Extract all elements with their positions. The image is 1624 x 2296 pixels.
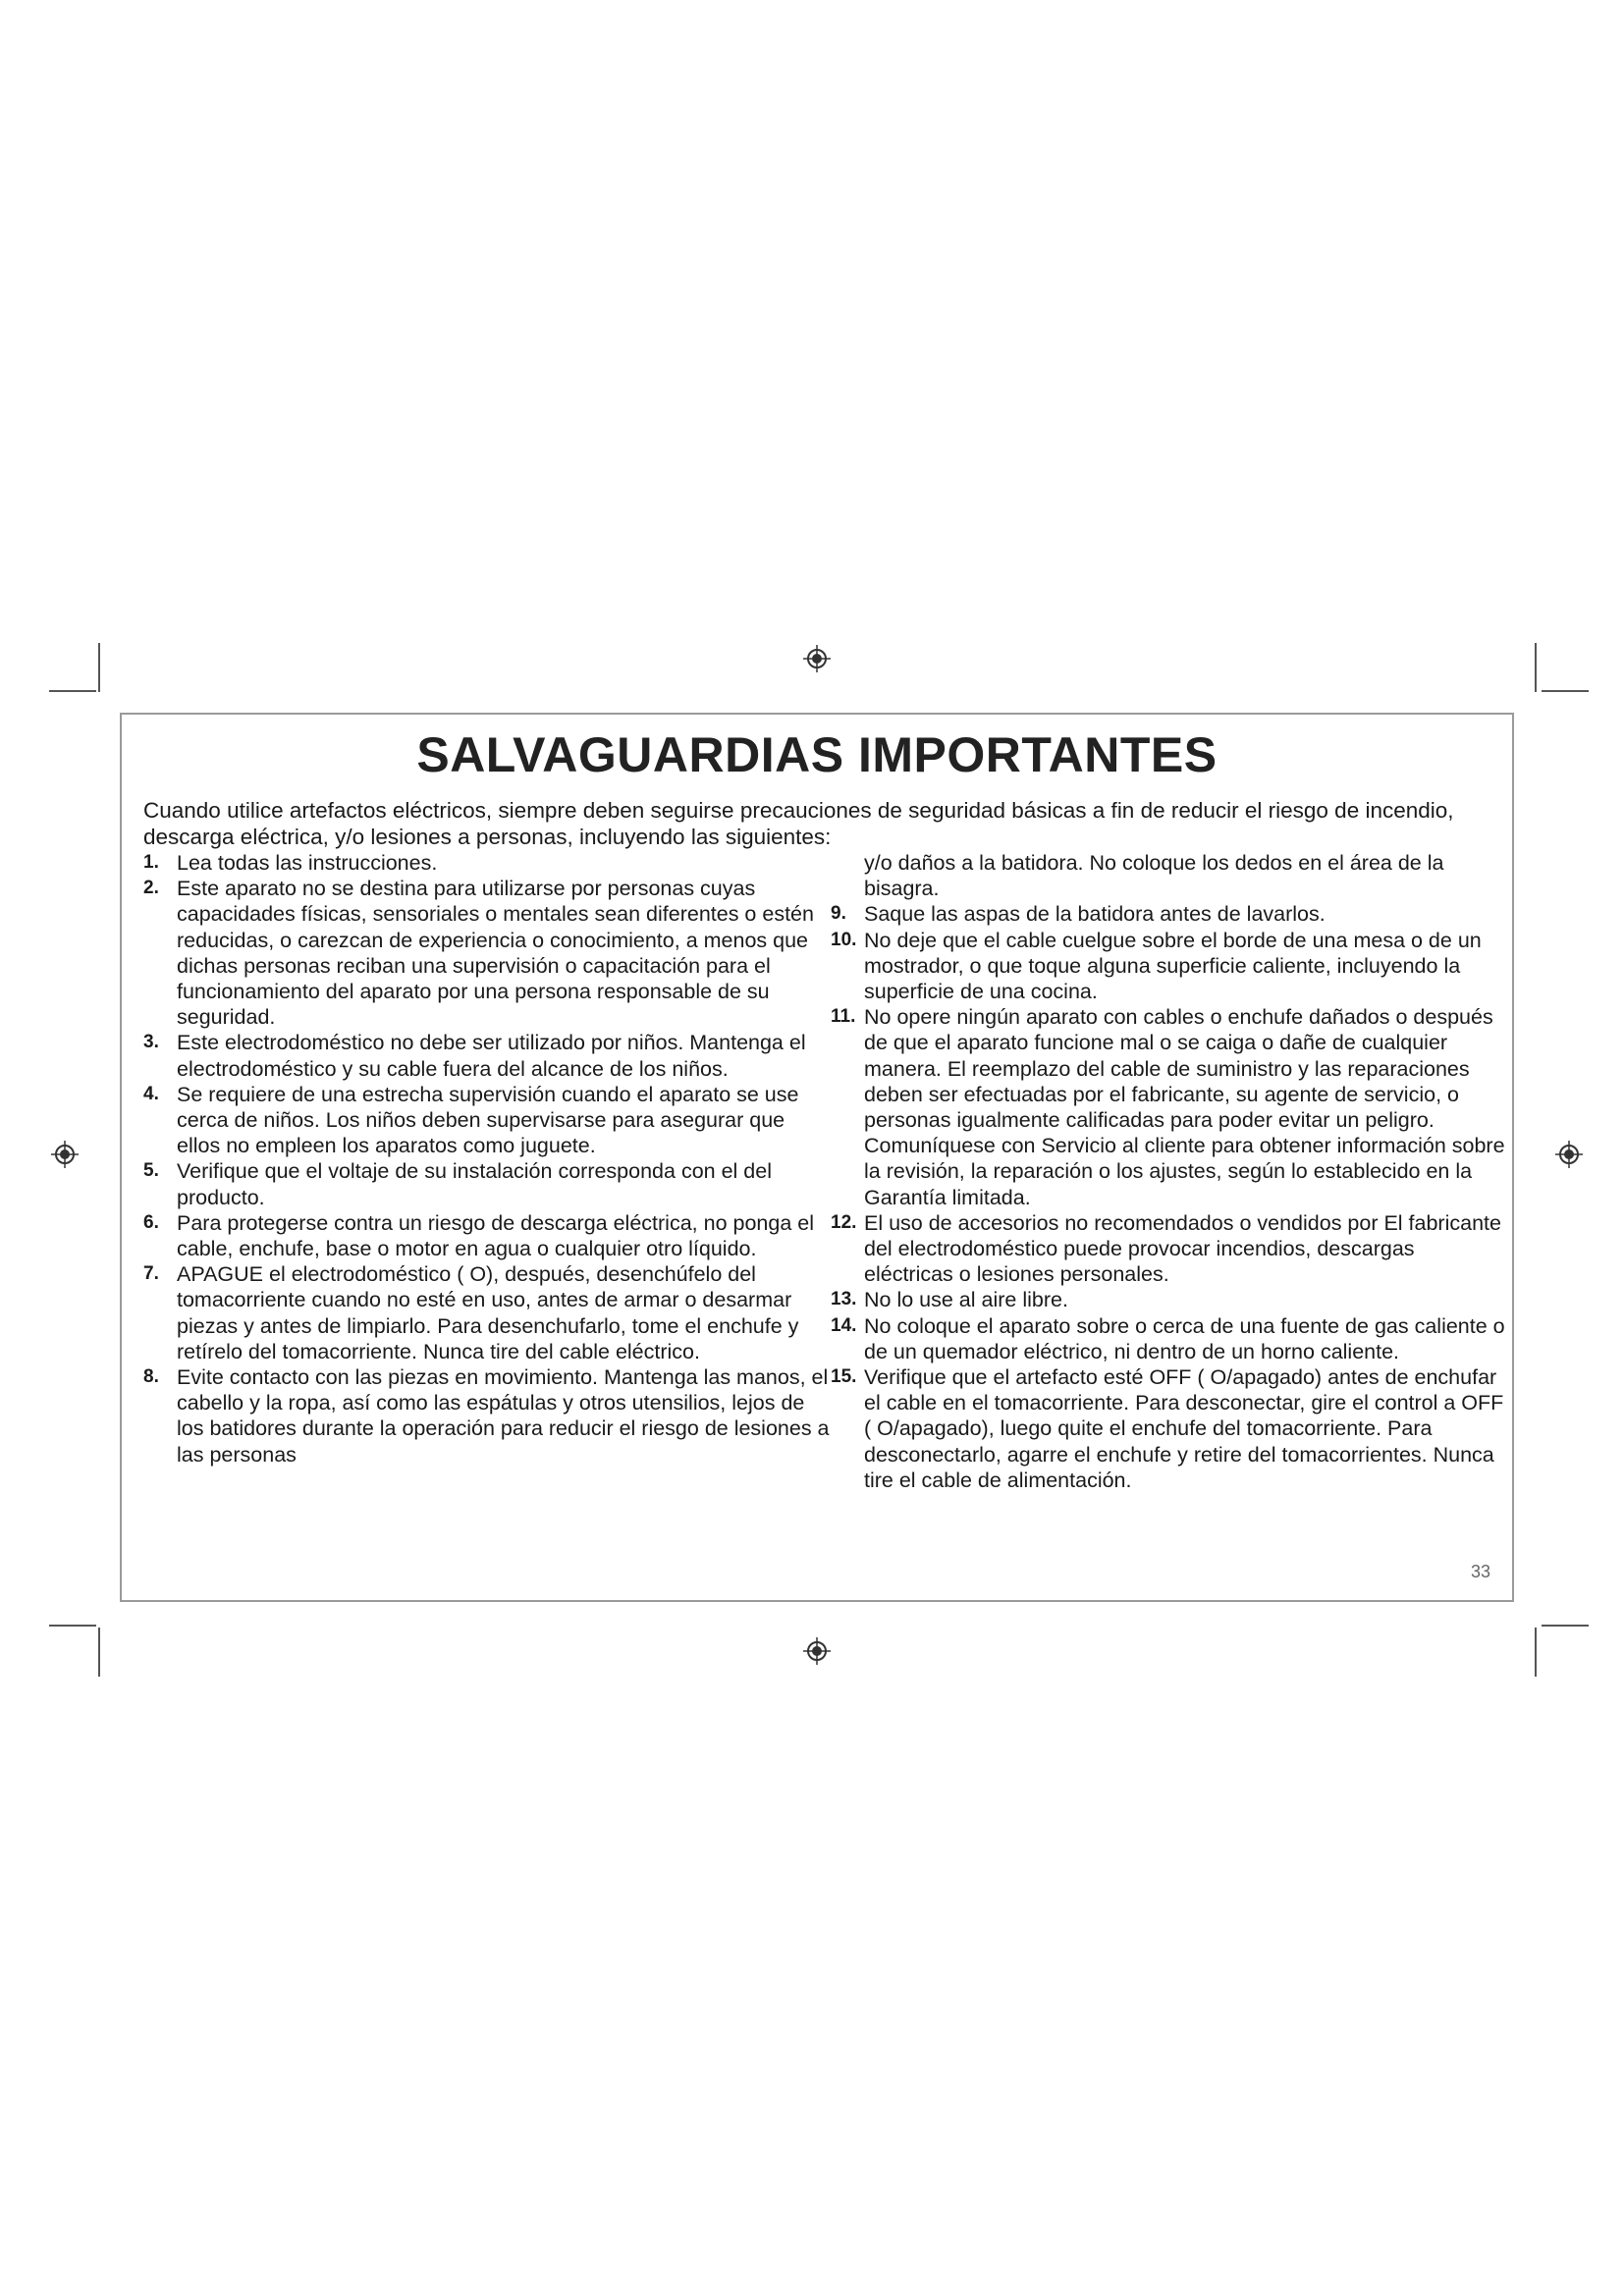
item-number: 5. xyxy=(143,1160,159,1182)
item-text: No lo use al aire libre. xyxy=(864,1288,1068,1312)
item-text: APAGUE el electrodoméstico ( O), después, desenchúfelo del tomacorriente cuando no esté en uso, antes de armar o desarmar piezas y antes de limpiarlo. Para desenchufarlo, tome el enchufe y retírelo del tomacorriente. Nunca tire del cable eléctrico. xyxy=(177,1262,799,1363)
page-title: SALVAGUARDIAS IMPORTANTES xyxy=(416,727,1218,782)
list-item xyxy=(831,1210,1508,1288)
item-text: El uso de accesorios no recomendados o vendidos por El fabricante del electrodoméstico puede provocar incendios, descargas eléctricas o lesiones personales. xyxy=(864,1210,1501,1287)
item-text: Lea todas las instrucciones. xyxy=(177,851,438,875)
item-text: Este aparato no se destina para utilizarse por personas cuyas capacidades físicas, sensoriales o mentales sean diferentes o estén reducidas, o carezcan de experiencia o conocimiento, a menos que dichas personas reciban una supervisión o capacitación para el funcionamiento del aparato por una persona responsable de su seguridad. xyxy=(177,877,814,1030)
item-text: No deje que el cable cuelgue sobre el borde de una mesa o de un mostrador, o que toque alguna superficie caliente, incluyendo la superficie de una cocina. xyxy=(864,928,1482,1004)
list-item xyxy=(143,1261,831,1364)
item-text: y/o daños a la batidora. No coloque los dedos en el área de la bisagra. xyxy=(864,851,1444,901)
item-text: Este electrodoméstico no debe ser utilizado por niños. Mantenga el electrodoméstico y su cable fuera del alcance de los niños. xyxy=(177,1031,806,1081)
registration-mark-icon xyxy=(803,1637,831,1665)
item-text: Evite contacto con las piezas en movimiento. Mantenga las manos, el cabello y la ropa, así como las espátulas y otros utensilios, lejos de los batidores durante la operación para reducir el riesgo de lesiones a las personas xyxy=(177,1365,830,1467)
item-text: Verifique que el artefacto esté OFF ( O/apagado) antes de enchufar el cable en el tomacorriente. Para desconectar, gire el control a OFF ( O/apagado), luego quite el enchufe del tomacorriente. Para desconectarlo, agarre el enchufe y retire del tomacorrientes. Nunca tire el cable de alimentación. xyxy=(864,1365,1504,1492)
list-item xyxy=(143,850,831,876)
registration-mark-icon xyxy=(1555,1141,1583,1168)
item-number: 7. xyxy=(143,1263,159,1285)
item-text: Saque las aspas de la batidora antes de lavarlos. xyxy=(864,902,1326,927)
item-number: 9. xyxy=(831,903,846,925)
safeguards-panel xyxy=(120,713,1514,1602)
item-number: 4. xyxy=(143,1083,159,1104)
intro-paragraph: Cuando utilice artefactos eléctricos, siempre deben seguirse precauciones de seguridad básicas a fin de reducir el riesgo de incendio, descarga eléctrica, y/o lesiones a personas, incluyendo las siguientes: xyxy=(143,798,1454,849)
item-number: 6. xyxy=(143,1211,159,1233)
item-number: 12. xyxy=(831,1211,857,1233)
item-text: No opere ningún aparato con cables o enchufe dañados o después de que el aparato funcione mal o se caiga o dañe de cualquier manera. El reemplazo del cable de suministro y las reparaciones deben ser efectuadas por el fabricante, su agente de servicio, o personas igualmente calificadas para poder evitar un peligro. Comuníquese con Servicio al cliente para obtener información sobre la revisión, la reparación o los ajustes, según lo establecido en la Garantía limitada. xyxy=(864,1005,1505,1209)
crop-mark xyxy=(98,643,100,692)
list-item xyxy=(831,901,1508,927)
crop-mark xyxy=(1542,1625,1589,1627)
crop-mark xyxy=(49,690,96,692)
list-item xyxy=(143,1364,831,1468)
item-text: No coloque el aparato sobre o cerca de una fuente de gas caliente o de un quemador eléctrico, ni dentro de un horno caliente. xyxy=(864,1313,1505,1363)
item-number: 14. xyxy=(831,1314,857,1336)
list-item xyxy=(143,876,831,1030)
crop-mark xyxy=(49,1625,96,1627)
item-text: Se requiere de una estrecha supervisión cuando el aparato se use cerca de niños. Los niños deben supervisarse para asegurar que ellos no empleen los aparatos como juguete. xyxy=(177,1082,799,1158)
registration-mark-icon xyxy=(803,645,831,672)
item-text: Verifique que el voltaje de su instalación corresponda con el del producto. xyxy=(177,1159,772,1209)
list-item xyxy=(831,928,1508,1005)
crop-mark xyxy=(1535,1628,1537,1677)
item-number: 13. xyxy=(831,1289,857,1310)
item-number: 11. xyxy=(831,1006,856,1028)
list-item xyxy=(143,1158,831,1209)
list-item xyxy=(143,1082,831,1159)
item-number: 3. xyxy=(143,1032,159,1053)
item-number: 1. xyxy=(143,852,159,873)
crop-mark xyxy=(98,1628,100,1677)
list-item xyxy=(143,1030,831,1081)
item-number: 8. xyxy=(143,1366,159,1388)
item-number: 2. xyxy=(143,878,159,899)
list-item xyxy=(831,1364,1508,1493)
item-number: 15. xyxy=(831,1366,857,1388)
list-item-continuation xyxy=(831,850,1508,901)
list-item xyxy=(831,1004,1508,1210)
item-number: 10. xyxy=(831,929,857,950)
page-number: 33 xyxy=(1470,1562,1490,1581)
right-column xyxy=(831,850,1508,1493)
left-column xyxy=(143,850,831,1468)
list-item xyxy=(143,1210,831,1261)
crop-mark xyxy=(1535,643,1537,692)
list-item xyxy=(831,1287,1508,1312)
registration-mark-icon xyxy=(51,1141,79,1168)
list-item xyxy=(831,1313,1508,1364)
item-text: Para protegerse contra un riesgo de descarga eléctrica, no ponga el cable, enchufe, base o motor en agua o cualquier otro líquido. xyxy=(177,1210,814,1261)
crop-mark xyxy=(1542,690,1589,692)
